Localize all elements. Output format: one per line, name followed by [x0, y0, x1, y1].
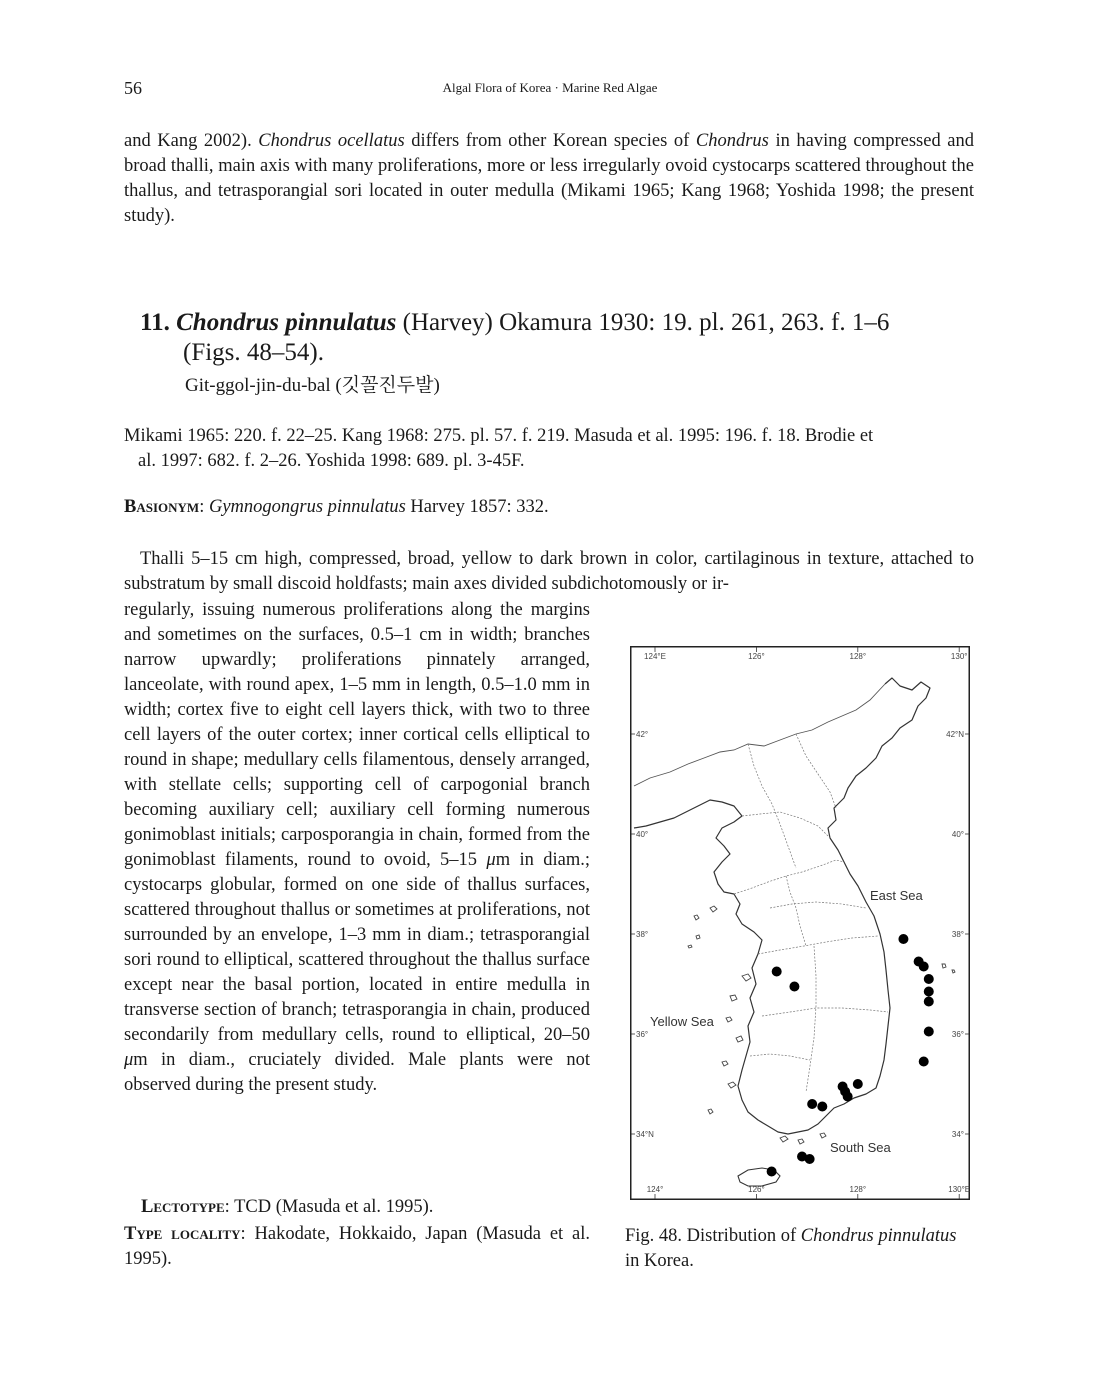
basionym-rest: Harvey 1857: 332.: [405, 497, 549, 517]
korean-name: Git-ggol-jin-du-bal (깃꼴진두발): [185, 375, 440, 396]
micro-unit-1: μ: [486, 850, 496, 870]
caption-suffix: in Korea.: [625, 1251, 694, 1271]
distribution-point: [919, 1057, 929, 1067]
description-lead-text: Thalli 5–15 cm high, compressed, broad, yellow to dark brown in color, cartilaginous in texture, attached to substratum by small discoid holdfasts; main axes divided subdichotomously or ir-: [124, 549, 974, 594]
bottom-tick-label: 124°: [646, 1185, 664, 1194]
top-tick-label: 130°: [950, 652, 968, 661]
right-tick-label: 34°: [951, 1130, 964, 1139]
intro-text-1: and Kang 2002).: [124, 131, 259, 151]
left-tick-label: 38°: [636, 930, 649, 939]
lectotype-value: TCD (Masuda et al. 1995).: [234, 1197, 434, 1217]
lectotype-label: Lectotype: [141, 1197, 225, 1217]
bottom-tick-label: 128°: [849, 1185, 867, 1194]
distribution-map: [630, 646, 970, 1200]
distribution-point: [807, 1099, 817, 1109]
type-locality-sep: :: [240, 1224, 255, 1244]
south-sea-label: South Sea: [830, 1140, 891, 1155]
type-locality: [124, 1222, 590, 1272]
right-tick-label: 38°: [951, 930, 964, 939]
distribution-point: [853, 1079, 863, 1089]
running-title: Algal Flora of Korea · Marine Red Algae: [442, 80, 658, 95]
right-tick-label: 36°: [951, 1030, 964, 1039]
yellow-sea-label: Yellow Sea: [650, 1014, 714, 1029]
distribution-point: [924, 974, 934, 984]
basionym-name: Gymnogongrus pinnulatus: [208, 497, 406, 517]
species-name: Chondrus pinnulatus: [176, 309, 397, 336]
species-figs: (Figs. 48–54).: [183, 339, 324, 366]
description-text-a: regularly, issuing numerous proliferations along the margins and sometimes on the surfaces, 0.5–1 cm in width; branches narrow upwardly; proliferations pinnately arranged, lanceolate, with round apex, 1–5 mm in length, 0.5–1.0 mm in width; cortex five to eight cell layers thick, with two to three cell layers of the outer cortex; inner cortical cells elliptical to round in shape; medullary cells filamentous, densely arranged, with stellate cells; supporting cell of carpogonial branch becoming auxiliary cell; auxiliary cell forming numerous gonimoblast initials; carposporangia in chain, formed from the gonimoblast filaments, round to ovoid, 5–15: [124, 600, 590, 870]
distribution-point: [805, 1154, 815, 1164]
bottom-tick-label: 130°E: [948, 1185, 970, 1194]
basionym-sep: :: [199, 497, 209, 517]
type-locality-value: Hakodate, Hokkaido, Japan (Masuda et al. 1995).: [124, 1224, 590, 1269]
references: [124, 424, 974, 474]
intro-genus-name: Chondrus: [695, 131, 769, 151]
right-tick-label: 42°N: [946, 730, 964, 739]
distribution-point: [924, 1027, 934, 1037]
references-line-2: al. 1997: 682. f. 2–26. Yoshida 1998: 689. pl. 3-45F.: [138, 451, 525, 471]
distribution-point: [924, 997, 934, 1007]
intro-text-2: differs from other Korean species of: [404, 131, 696, 151]
basionym: [124, 497, 549, 518]
lectotype: [141, 1197, 433, 1218]
right-tick-label: 40°: [951, 830, 964, 839]
description-text-c: m in diam., cruciately divided. Male plants were not observed during the present study.: [124, 1050, 590, 1095]
east-sea-label: East Sea: [870, 888, 923, 903]
caption-prefix: Fig. 48. Distribution of: [625, 1226, 801, 1246]
top-tick-label: 124°E: [644, 652, 666, 661]
top-tick-label: 128°: [849, 652, 867, 661]
caption-species: Chondrus pinnulatus: [800, 1226, 957, 1246]
top-tick-label: 126°: [748, 652, 765, 661]
basionym-label: Basionym: [124, 497, 200, 517]
species-heading: [140, 308, 970, 368]
distribution-point: [924, 987, 934, 997]
figure-caption: [625, 1224, 975, 1274]
description-text-b: m in diam.; cystocarps globular, formed on one side of thallus surfaces, scattered throughout thallus or sometimes at proliferations, not surrounded by an envelope, 1–3 mm in diam.; tetrasporangial sori round to elliptical, scattered throughout the thallus surface except near the basal portion, located in entire medulla in transverse section of branch; tetrasporangia in chain, produced secondarily from medullary cells, round to elliptical, 20–50: [124, 850, 590, 1045]
left-tick-label: 34°N: [636, 1130, 654, 1139]
intro-species-name: Chondrus ocellatus: [258, 131, 405, 151]
lectotype-sep: :: [224, 1197, 235, 1217]
distribution-point: [843, 1092, 853, 1102]
distribution-point: [772, 967, 782, 977]
micro-unit-2: μ: [124, 1050, 134, 1070]
distribution-point: [919, 962, 929, 972]
distribution-map-svg: [630, 646, 970, 1200]
distribution-point: [817, 1102, 827, 1112]
map-frame: [631, 647, 970, 1200]
species-authority: (Harvey) Okamura 1930: 19. pl. 261, 263. f. 1–6: [396, 309, 890, 336]
species-number: 11.: [140, 309, 170, 336]
page-number: 56: [124, 78, 142, 98]
distribution-point: [789, 982, 799, 992]
left-tick-label: 36°: [636, 1030, 649, 1039]
intro-paragraph: [124, 129, 974, 229]
references-line-1: Mikami 1965: 220. f. 22–25. Kang 1968: 275. pl. 57. f. 219. Masuda et al. 1995: 196. f. 18. Brodie et: [124, 426, 874, 446]
intro-text-3: in having compressed and broad thalli, main axis with many proliferations, more or less irregularly ovoid cystocarps scattered throughout the thallus, and tetrasporangial sori located in outer medulla (Mikami 1965; Kang 1968; Yoshida 1998; the present study).: [124, 131, 974, 226]
description-lead: [124, 547, 974, 597]
bottom-tick-label: 126°: [748, 1185, 765, 1194]
distribution-point: [898, 934, 908, 944]
description-column: [124, 598, 590, 1098]
left-tick-label: 42°: [636, 730, 649, 739]
type-locality-label: Type locality: [124, 1224, 241, 1244]
left-tick-label: 40°: [636, 830, 649, 839]
distribution-point: [767, 1167, 777, 1177]
